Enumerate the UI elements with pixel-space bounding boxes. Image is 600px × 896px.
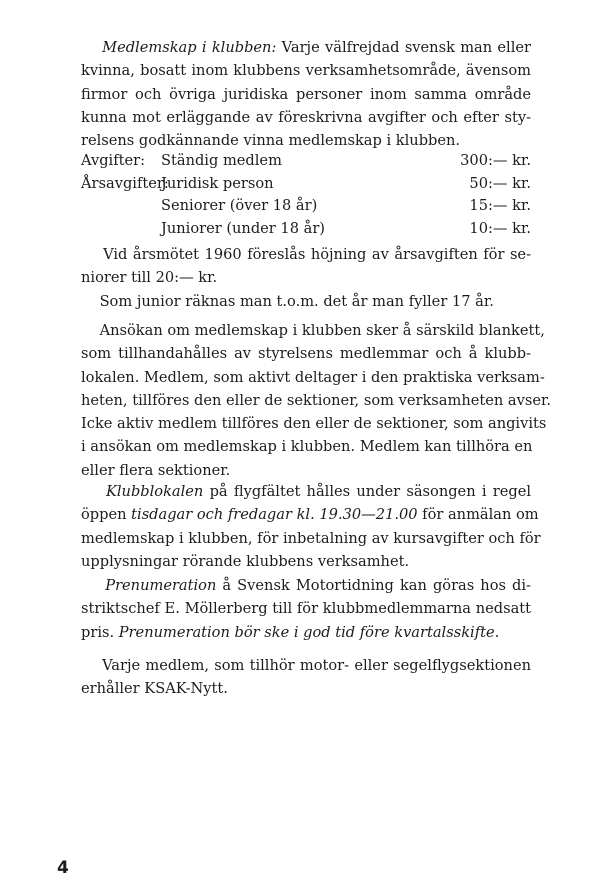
application-line-1 <box>81 319 545 342</box>
fee-amount: 10:— kr. <box>469 219 531 237</box>
fee-description: Juridisk person <box>161 174 274 192</box>
membership-line-2: kvinna, bosatt inom klubbens verksamhetsområde, ävensom <box>81 62 531 80</box>
application-line-5: Icke aktiv medlem tillföres den eller de sektioner, som angivits <box>81 415 547 433</box>
fee-description: Seniorer (över 18 år) <box>161 197 318 214</box>
application-paragraph <box>81 319 551 482</box>
clubhouse-line-1 <box>81 480 531 503</box>
fee-row <box>81 195 531 218</box>
ksak-line-1 <box>81 654 531 677</box>
subscription-lead: Prenumeration <box>105 577 217 594</box>
fee-description: Juniorer (under 18 år) <box>161 219 325 237</box>
fee-label: Avgifter: <box>81 152 145 169</box>
fee-notes-line-1 <box>81 243 531 266</box>
fee-amount: 300:— kr. <box>460 152 531 169</box>
fee-table <box>81 150 531 240</box>
application-line-6: i ansökan om medlemskap i klubben. Medlem kan tillhöra en <box>81 438 533 456</box>
application-line-2: som tillhandahålles av styrelsens medlemmar och å klubb- <box>81 345 531 363</box>
ksak-line-1-text: Varje medlem, som tillhör motor- eller segelflygsektionen <box>102 657 531 674</box>
fee-row <box>81 150 531 173</box>
fee-notes-line-3-text: Som junior räknas man t.o.m. det år man fyller 17 år. <box>99 292 494 310</box>
ksak-paragraph <box>81 654 531 701</box>
fee-amount: 50:— kr. <box>469 174 531 192</box>
membership-line-1 <box>81 36 531 59</box>
clubhouse-line-2-end: för anmälan om <box>422 506 539 524</box>
clubhouse-line-4: upplysningar rörande klubbens verksamhet. <box>81 552 410 570</box>
membership-line-5: relsens godkännande vinna medlemskap i klubben. <box>81 132 461 150</box>
clubhouse-line-1-text: på flygfältet hålles under säsongen i regel <box>209 483 531 500</box>
membership-line-1-text: Varje välfrejdad svensk man eller <box>281 39 532 56</box>
subscription-line-1-text: å Svensk Motortidning kan göras hos di- <box>222 577 531 594</box>
subscription-note: Prenumeration bör ske i god tid före kvartalsskifte. <box>118 623 500 641</box>
subscription-line-1 <box>81 574 531 597</box>
fee-notes-paragraph <box>81 243 531 313</box>
subscription-paragraph <box>81 574 531 644</box>
subscription-line-3-start: pris. <box>81 623 115 641</box>
application-line-7: eller flera sektioner. <box>81 461 231 479</box>
clubhouse-line-2 <box>81 503 539 526</box>
ksak-line-2: erhåller KSAK-Nytt. <box>81 680 228 698</box>
fee-notes-line-1-text: Vid årsmötet 1960 föreslås höjning av årsavgiften för se- <box>103 246 532 263</box>
subscription-line-3 <box>81 621 531 644</box>
page-number: 4 <box>57 858 69 878</box>
clubhouse-paragraph <box>81 480 541 573</box>
application-line-1-text: Ansökan om medlemskap i klubben sker å särskild blankett, <box>99 322 545 339</box>
clubhouse-opening-hours: tisdagar och fredagar kl. 19.30—21.00 <box>131 506 418 524</box>
application-line-3: lokalen. Medlem, som aktivt deltager i den praktiska verksam- <box>81 368 545 386</box>
membership-line-4: kunna mot erläggande av föreskrivna avgifter och efter sty- <box>81 108 531 126</box>
membership-lead: Medlemskap i klubben: <box>102 39 277 56</box>
subscription-line-2: striktschef E. Möllerberg till för klubbmedlemmarna nedsatt <box>81 600 531 618</box>
application-line-4: heten, tillföres den eller de sektioner, som verksamheten avser. <box>81 391 551 409</box>
clubhouse-line-3: medlemskap i klubben, för inbetalning av kursavgifter och för <box>81 529 541 547</box>
fee-row <box>81 218 531 241</box>
fee-row <box>81 173 531 196</box>
fee-notes-line-2: niorer till 20:— kr. <box>81 269 218 287</box>
fee-label: Årsavgifter: <box>81 174 169 192</box>
membership-paragraph <box>81 36 531 152</box>
membership-line-3: firmor och övriga juridiska personer inom samma område <box>81 85 531 103</box>
fee-amount: 15:— kr. <box>469 197 531 214</box>
fee-description: Ständig medlem <box>161 152 282 169</box>
clubhouse-line-2-start: öppen <box>81 506 127 524</box>
fee-notes-line-3 <box>81 290 531 313</box>
clubhouse-lead: Klubblokalen <box>105 483 204 500</box>
